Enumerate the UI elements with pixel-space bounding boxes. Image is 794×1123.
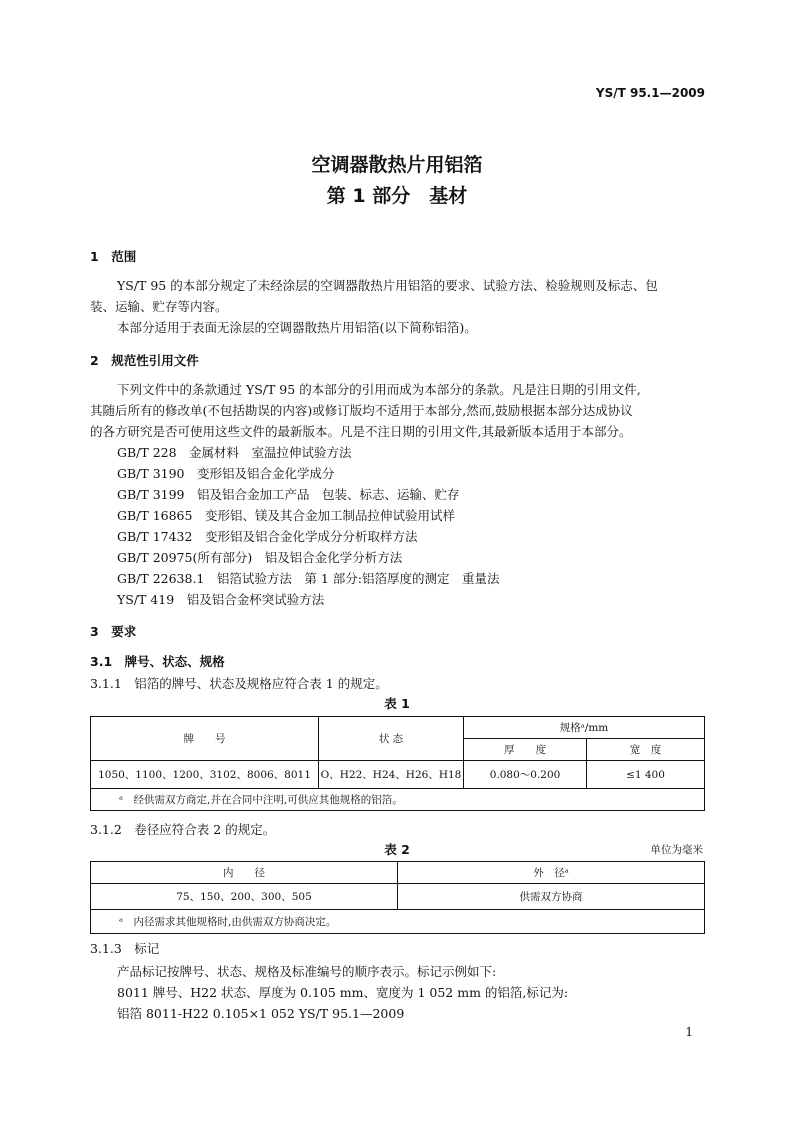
reference-item: GB/T 17432 变形铝及铝合金化学成分分析取样方法 [117, 529, 418, 544]
table-1-cell-thickness: 0.080～0.200 [464, 761, 587, 788]
marking-example: 铝箔 8011-H22 0.105×1 052 YS/T 95.1—2009 [117, 1006, 405, 1021]
section-2-paragraph-line: 其随后所有的修改单(不包括勘误的内容)或修订版均不适用于本部分,然而,鼓励根据本部分达成协议 [90, 403, 633, 418]
table-2-unit: 单位为毫米 [650, 844, 703, 856]
reference-item: GB/T 20975(所有部分) 铝及铝合金化学分析方法 [117, 550, 403, 565]
table-1-cell-temper: O、H22、H24、H26、H18 [319, 761, 464, 788]
marking-paragraph: 产品标记按牌号、状态、规格及标准编号的顺序表示。标记示例如下: [117, 964, 497, 979]
table-1-header-width: 宽 度 [587, 739, 705, 761]
section-1-paragraph-line: YS/T 95 的本部分规定了未经涂层的空调器散热片用铝箔的要求、试验方法、检验规则及标志、包 [117, 278, 658, 293]
table-1 [90, 716, 705, 811]
table-1-cell-grade: 1050、1100、1200、3102、8006、8011 [91, 761, 319, 788]
document-title: 空调器散热片用铝箔 [311, 154, 483, 176]
table-2-caption: 表 2 [384, 842, 410, 857]
reference-item: GB/T 22638.1 铝箔试验方法 第 1 部分:铝箔厚度的测定 重量法 [117, 571, 500, 586]
reference-item: GB/T 3190 变形铝及铝合金化学成分 [117, 466, 335, 481]
table-2-header-inner-diameter: 内 径 [91, 862, 398, 884]
section-2-paragraph-line: 下列文件中的条款通过 YS/T 95 的本部分的引用而成为本部分的条款。凡是注日期的引用文件, [117, 382, 641, 397]
section-3-1-1-text: 3.1.1 铝箔的牌号、状态及规格应符合表 1 的规定。 [90, 676, 388, 691]
reference-item: GB/T 16865 变形铝、镁及其合金加工制品拉伸试验用试样 [117, 508, 455, 523]
section-3-heading: 3 要求 [90, 624, 137, 639]
table-row [91, 884, 705, 910]
section-3-1-3-heading: 3.1.3 标记 [90, 941, 160, 956]
section-2-paragraph-line: 的各方研究是否可使用这些文件的最新版本。凡是不注日期的引用文件,其最新版本适用于本部分。 [90, 424, 632, 439]
table-2 [90, 861, 705, 934]
section-3-1-heading: 3.1 牌号、状态、规格 [90, 654, 225, 669]
marking-paragraph: 8011 牌号、H22 状态、厚度为 0.105 mm、宽度为 1 052 mm 的铝箔,标记为: [117, 985, 569, 1000]
section-1-paragraph-line: 装、运输、贮存等内容。 [90, 299, 228, 314]
table-1-header-thickness: 厚 度 [464, 739, 587, 761]
section-3-1-2-text: 3.1.2 卷径应符合表 2 的规定。 [90, 822, 276, 837]
section-1-heading: 1 范围 [90, 249, 137, 264]
table-row [91, 761, 705, 788]
table-1-header-grade: 牌 号 [91, 717, 319, 761]
reference-item: GB/T 228 金属材料 室温拉伸试验方法 [117, 445, 352, 460]
table-1-header-spec: 规格ᵃ/mm [464, 717, 705, 739]
reference-item: YS/T 419 铝及铝合金杯突试验方法 [117, 592, 325, 607]
section-1-paragraph: 本部分适用于表面无涂层的空调器散热片用铝箔(以下简称铝箔)。 [117, 320, 477, 335]
table-2-header-outer-diameter: 外 径ᵃ [398, 862, 705, 884]
document-subtitle: 第 1 部分 基材 [326, 185, 468, 207]
reference-item: GB/T 3199 铝及铝合金加工产品 包装、标志、运输、贮存 [117, 487, 460, 502]
table-1-footnote: ᵃ 经供需双方商定,并在合同中注明,可供应其他规格的铝箔。 [91, 788, 705, 810]
table-2-cell-outer-diameter: 供需双方协商 [398, 884, 705, 910]
table-2-footnote: ᵃ 内径需求其他规格时,由供需双方协商决定。 [91, 910, 705, 934]
table-1-caption: 表 1 [384, 696, 410, 711]
section-2-heading: 2 规范性引用文件 [90, 353, 199, 368]
table-2-cell-inner-diameter: 75、150、200、300、505 [91, 884, 398, 910]
table-1-cell-width: ≤1 400 [587, 761, 705, 788]
standard-number: YS/T 95.1—2009 [595, 86, 705, 100]
table-1-header-temper: 状 态 [319, 717, 464, 761]
page-number: 1 [685, 1025, 693, 1039]
